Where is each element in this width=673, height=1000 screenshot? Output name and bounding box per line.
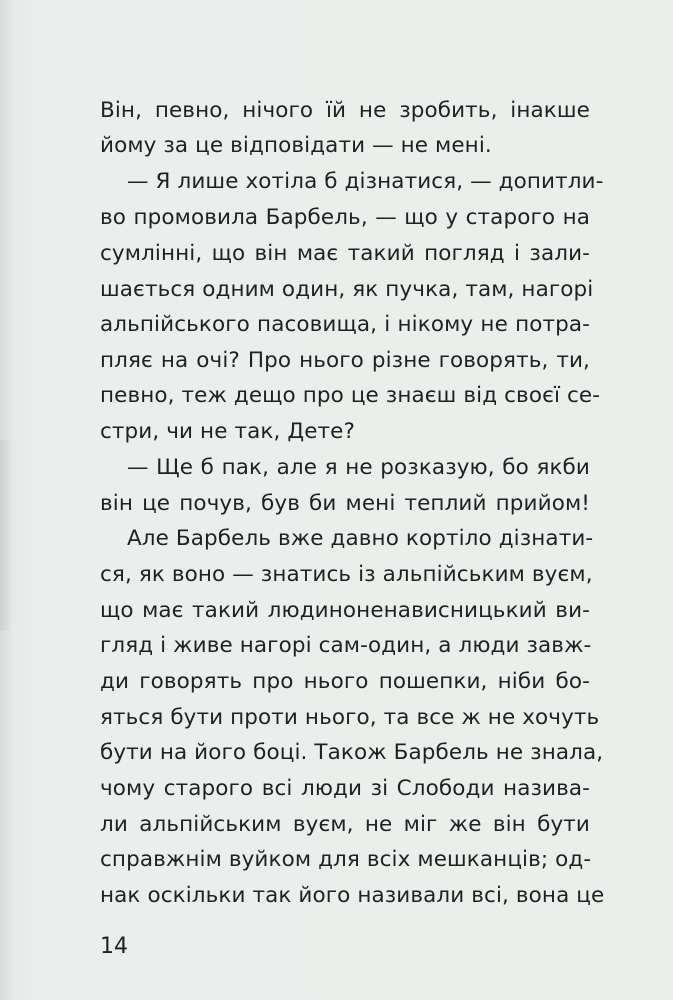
text-line: ся, як воно — знатись із альпійським вуєм, <box>100 562 593 587</box>
text-line: — Я лише хотіла б дізнатися, — допитли- <box>127 169 604 194</box>
text-line: во промовила Барбель, — що у старого на <box>100 205 590 230</box>
text-line: стри, чи не так, Дете? <box>100 419 356 444</box>
text-line: справжнім вуйком для всіх мешканців; од- <box>100 847 592 872</box>
text-line: певно, теж дещо про це знаєш від своєї се- <box>100 383 601 408</box>
text-line: — Ще б пак, але я не розказую, бо якби <box>127 455 590 480</box>
text-line: альпійського пасовища, і нікому не потра- <box>100 312 590 337</box>
page-number: 14 <box>100 934 128 959</box>
text-line: Він, певно, нічого їй не зробить, інакше <box>100 98 590 123</box>
text-line: гляд і живе нагорі сам-один, а люди завж- <box>100 633 592 658</box>
text-line: чому старого всі люди зі Слободи назива- <box>100 776 590 801</box>
text-line: яться бути проти нього, та все ж не хочуть <box>100 705 600 730</box>
text-line: сумлінні, що він має такий погляд і зали- <box>100 241 590 266</box>
text-line: пляє на очі? Про нього різне говорять, ти, <box>100 348 590 373</box>
text-line: він це почув, був би мені теплий прийом! <box>100 491 590 516</box>
text-line: ли альпійським вуєм, не міг же він бути <box>100 812 590 837</box>
text-line: нак оскільки так його називали всі, вона це <box>100 883 605 908</box>
text-line: йому за це відповідати — не мені. <box>100 133 492 158</box>
text-line: що має такий людиноненависницький ви- <box>100 598 590 623</box>
text-line: Але Барбель вже давно кортіло дізнати- <box>127 526 594 551</box>
text-line: ди говорять про нього пошепки, ніби бо- <box>100 669 590 694</box>
text-line: шається одним один, як пучка, там, нагорі <box>100 277 594 302</box>
text-line: бути на його боці. Також Барбель не знала, <box>100 740 604 765</box>
